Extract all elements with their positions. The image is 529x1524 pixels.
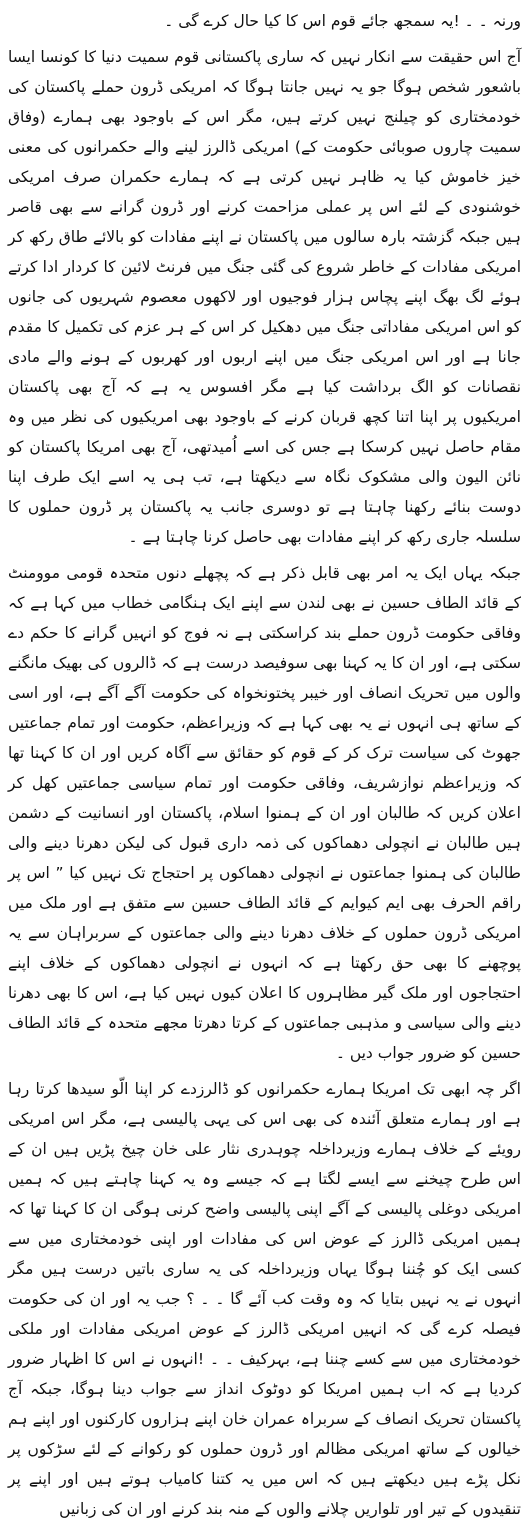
- article-paragraph-interior-minister: اگر چہ ابھی تک امریکا ہمارے حکمرانوں کو ڈالرزدے کر اپنا الّو سیدھا کرتا رہا ہے اور ہمارے متعلق آئندہ کی بھی اس کی یہی پالیسی ہے، مگر اس امریکی رویئے کے خلاف ہمارے وزیرداخلہ چوہدری نثار علی خان چیخ پڑیں ہیں ان کے اس طرح چیخنے سے ایسے لگتا ہے کہ جیسے وہ یہ کہنا چاہتے ہیں کہ ہمیں امریکی دوغلی پالیسی کے آگے اپنی پالیسی واضح کرنی ہوگی ان کا کہنا تھا کہ ہمیں امریکی ڈالرز کے عوض اس کی مفادات اور اپنی خودمختاری میں سے کسی ایک کو چُننا ہوگا یہاں وزیرداخلہ کی یہ ساری باتیں درست ہیں مگر انہوں نے یہ نہیں بتایا کہ وہ وقت کب آئے گا ۔ ۔ ؟ جب یہ اور ان کی حکومت فیصلہ کرے گی کہ انہیں امریکی ڈالرز کے عوض امریکی مفادات اور ملکی خودمختاری میں سے کسے چننا ہے، بہرکیف ۔ ۔ !انہوں نے اس کا اظہار ضرور کردیا ہے کہ اب ہمیں امریکا کو دوٹوک انداز سے جواب دینا ہوگا، جبکہ آج پاکستان تحریک انصاف کے سربراہ عمران خان اپنے ہزاروں کارکنوں اور اپنے ہم خیالوں کے ساتھ امریکی مظالم اور ڈرون حملوں کو رکوانے کے لئے سڑکوں پر نکل پڑے ہیں دیکھتے ہیں کہ اس میں یہ کتنا کامیاب ہوتے ہیں اور اپنے پر تنقیدوں کے تیر اور تلواریں چلانے والوں کے منہ بند کرنے اور ان کی زبانیں: [8, 1080, 521, 1518]
- article-paragraph-altaf-hussain: جبکہ یہاں ایک یہ امر بھی قابل ذکر ہے کہ پچھلے دنوں متحدہ قومی موومنٹ کے قائد الطاف حسین نے بھی لندن سے اپنے ایک ہنگامی خطاب میں کہا ہے کہ وفاقی حکومت ڈرون حملے بند کراسکتی ہے نہ فوج کو انہیں گرانے کا حکم دے سکتی ہے، اور ان کا یہ کہنا بھی سوفیصد درست ہے کہ ڈالروں کی بھیک مانگنے والوں میں تحریک انصاف اور خیبر پختونخواہ کی حکومت آگے آگے ہے، اور اسی کے ساتھ ہی انہوں نے یہ بھی کہا ہے کہ وزیراعظم، حکومت اور تمام جماعتیں جھوٹ کی سیاست ترک کر کے قوم کو حقائق سے آگاہ کریں اور ان کا کہنا تھا کہ وزیراعظم نوازشریف، وفاقی حکومت اور تمام سیاسی جماعتیں کھل کر اعلان کریں کہ طالبان اور ان کے ہمنوا اسلام، پاکستان اور انسانیت کے دشمن ہیں طالبان نے انچولی دھماکوں کی ذمہ داری قبول کی لیکن دھرنا دینے والی طالبان کی ہمنوا جماعتوں نے انچولی دھماکوں پر احتجاج تک نہیں کیا ” اس پر راقم الحرف بھی ایم کیوایم کے قائد الطاف حسین سے متفق ہے اور ملک میں امریکی ڈرون حملوں کے خلاف دھرنا دینے والی جماعتوں کے سربراہان سے یہ پوچھنے کا بھی حق رکھتا ہے کہ انہوں نے انچولی دھماکوں کے خلاف اپنے احتجاجوں اور ملک گیر مظاہروں کا اعلان کیوں نہیں کیا ہے، اس کا بھی دھرنا دینے والی سیاسی و مذہبی جماعتوں کے کرتا دھرتا مجھے متحدہ کے قائد الطاف حسین کو ضرور جواب دیں ۔: [8, 564, 521, 1062]
- article-paragraph-intro: ورنہ ۔ ۔ !یہ سمجھ جائے قوم اس کا کیا حال کرے گی ۔: [164, 12, 521, 30]
- article-paragraph-drone-sovereignty: آج اس حقیقت سے انکار نہیں کہ ساری پاکستانی قوم سمیت دنیا کا کونسا ایسا باشعور شخص ہوگا جو یہ نہیں جانتا ہوگا کہ امریکی ڈرون حملے پاکستان کی خودمختاری کو چیلنج نہیں کرتے ہیں، مگر اس کے باوجود بھی ہمارے (وفاق سمیت چاروں صوبائی حکومت کے) امریکی ڈالرز لینے والے حکمرانوں کی معنی خیز خاموش کیا یہ ظاہر نہیں کرتی ہے کہ ہمارے حکمران صرف امریکی خوشنودی کے لئے اس پر عملی مزاحمت کرنے اور ڈرون گرانے سے بھی قاصر ہیں جبکہ گزشتہ بارہ سالوں میں پاکستان نے اپنے مفادات کو بالائے طاق رکھ کر امریکی مفادات کے خاطر شروع کی گئی جنگ میں فرنٹ لائین کا کردار ادا کرتے ہوئے لگ بھگ اپنے پچاس ہزار فوجیوں اور لاکھوں معصوم شہریوں کی جانوں کو اس امریکی مفاداتی جنگ میں دھکیل کر اس کے ہر عزم کی تکمیل کا مقدم جانا ہے اور اس امریکی جنگ میں اپنے اربوں اور کھربوں کے ہونے والے مادی نقصانات کو الگ برداشت کیا ہے مگر افسوس یہ ہے کہ آج بھی پاکستان امریکیوں پر اپنا اتنا کچھ قربان کرنے کے باوجود بھی امریکیوں کی نظر میں وہ مقام حاصل نہیں کرسکا ہے جس کی اسے اُمیدتھی، آج بھی امریکا پاکستان کو نائن الیون والی مشکوک نگاہ سے دیکھتا ہے، تب ہی یہ اسے ایک طرف اپنا دوست بنائے رکھنا چاہتا ہے تو دوسری جانب یہ پاکستان پر ڈرون حملوں کا سلسلہ جاری رکھ کر اپنے مفادات بھی حاصل کرنا چاہتا ہے ۔: [8, 48, 521, 546]
